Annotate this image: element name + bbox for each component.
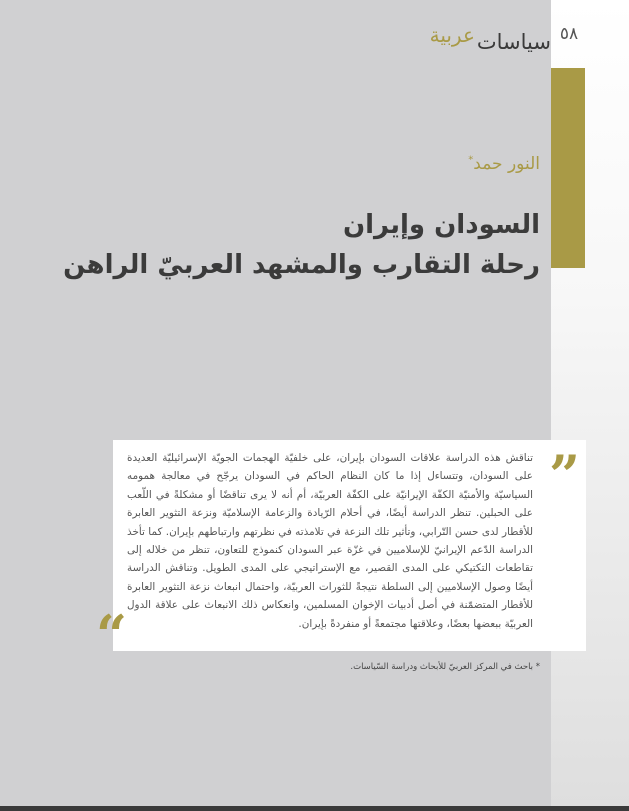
gold-accent-band xyxy=(551,68,585,268)
opening-quote-icon: ” xyxy=(549,443,581,507)
journal-name-accent: عربية xyxy=(429,23,475,47)
page-number: ٥٨ xyxy=(559,24,579,44)
abstract-box xyxy=(113,440,586,651)
author-footnote-marker: * xyxy=(468,154,474,166)
journal-name: سياسات xyxy=(476,30,551,54)
journal-logo xyxy=(430,14,551,54)
author-name xyxy=(468,154,540,174)
bottom-rule xyxy=(0,806,629,811)
footnote xyxy=(350,662,540,672)
article-title xyxy=(63,205,540,285)
closing-quote-icon: “ xyxy=(96,603,128,667)
title-line-1: السودان وإيران xyxy=(342,210,540,240)
title-line-2: رحلة التقارب والمشهد العربيّ الراهن xyxy=(63,250,540,280)
author-name-text: النور حمد xyxy=(473,154,540,174)
footnote-marker: * xyxy=(535,662,540,672)
abstract-text: تناقش هذه الدراسة علاقات السودان بإيران، على خلفيّة الهجمات الجويّة الإسرائيليّة العديدة على السودان، وتتساءل إذا ما كان النظام الحاكم في السودان يرجّح في معالجة همومه السياسيّة والأمنيّة الكفّة الإيرانيّة على الكفّة العربيّة، أم أنه لا يرى تناقضًا أو مشكلةً في اللّعب على الحبلين. تنظر الدراسة أيضًا، في أحلام الرّيادة والزعامة الإسلاميّة ونزعة التثوير العابرة للأقطار لدى حسن التّرابي، وتأثير تلك النزعة في تلامذته في نظرتهم وارتباطهم بإيران. كما تأخذ الدراسة الدّعم الإيرانيّ للإسلاميين في غزّة عبر السودان كنموذج للتعاون، تنظر من خلاله إلى تقاطعات التكتيكي على المدى القصير، مع الإستراتيجي على المدى الطويل. وتناقش الدراسة أيضًا وصول الإسلاميين إلى السلطة نتيجةً للثورات العربيّة، واحتمال انبعاث نزعة التثوير العابرة للأقطار المتضمّنة في أصل أدبيات الإخوان المسلمين، وانعكاس ذلك الانبعاث على علاقة الدول العربيّة ببعضها بعضًا، وعلاقتها مجتمعةً أو منفردةً بإيران. xyxy=(127,452,533,630)
footnote-text: باحث في المركز العربيّ للأبحاث ودراسة السّياسات. xyxy=(350,662,534,672)
